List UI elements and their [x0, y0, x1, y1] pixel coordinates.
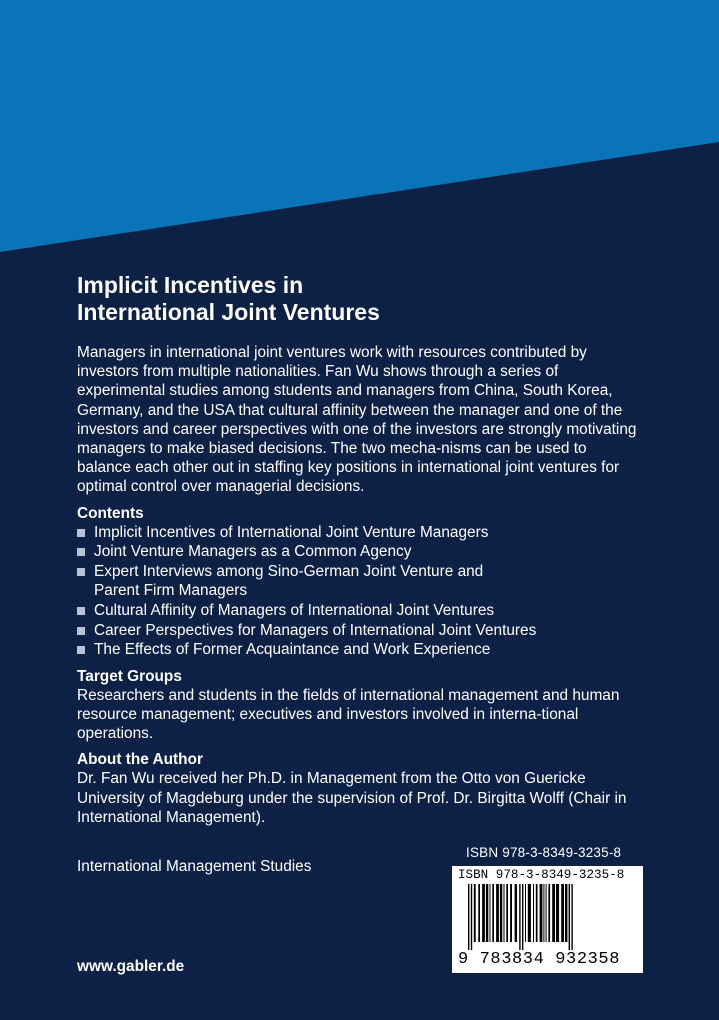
contents-item-text: Implicit Incentives of International Joint Venture Managers: [94, 523, 489, 541]
contents-item-text: The Effects of Former Acquaintance and Work Experience: [94, 641, 491, 659]
contents-list: [77, 523, 637, 660]
target-groups-text: Researchers and students in the fields of international management and human resource management; executives and investors involved in interna-tional operations.: [77, 686, 620, 743]
series-name: International Management Studies: [77, 858, 312, 875]
back-cover-text: [77, 272, 637, 827]
square-bullet-icon: [77, 548, 85, 556]
description: Managers in international joint ventures work with resources contributed by investors from multiple nationalities. Fan Wu shows through a series of experimental studies among students and managers from China, South Korea, Germany, and the USA that cultural affinity between the manager and one of the investors and career perspectives with one of the investors are strongly motivating managers to make biased decisions. The two mecha-nisms can be used to balance each other out in staffing key positions in international joint ventures for optimal control over managerial decisions.: [77, 344, 637, 496]
square-bullet-icon: [77, 646, 85, 654]
barcode-bars: [468, 884, 628, 950]
contents-heading: Contents: [77, 504, 144, 522]
target-groups-heading: Target Groups: [77, 667, 182, 685]
isbn-barcode: [452, 866, 643, 973]
publisher-website: www.gabler.de: [77, 958, 185, 975]
list-item: [77, 562, 637, 601]
isbn-label: ISBN 978-3-8349-3235-8: [466, 845, 622, 860]
title-line-1: Implicit Incentives in: [77, 272, 304, 298]
about-author-text: Dr. Fan Wu received her Ph.D. in Management from the Otto von Guericke University of Magdeburg under the supervision of Prof. Dr. Birgitta Wolff (Chair in International Management).: [77, 770, 627, 826]
contents-item-text: Joint Venture Managers as a Common Agency: [94, 543, 412, 561]
contents-item-text: Expert Interviews among Sino-German Joint Venture and Parent Firm Managers: [94, 562, 484, 600]
contents-item-text: Career Perspectives for Managers of International Joint Ventures: [94, 621, 537, 639]
list-item: [77, 621, 637, 641]
book-title: [77, 272, 637, 326]
contents-item-text: Cultural Affinity of Managers of International Joint Ventures: [94, 602, 495, 619]
top-color-band: [0, 0, 719, 260]
square-bullet-icon: [77, 529, 85, 537]
list-item: [77, 640, 637, 660]
square-bullet-icon: [77, 568, 85, 576]
list-item: [77, 542, 637, 562]
title-line-2: International Joint Ventures: [77, 299, 380, 325]
barcode-digits: 9 783834 932358: [458, 950, 621, 969]
list-item: [77, 601, 637, 621]
barcode-isbn-text: ISBN 978-3-8349-3235-8: [458, 868, 625, 882]
about-author-heading: About the Author: [77, 751, 203, 769]
square-bullet-icon: [77, 627, 85, 635]
square-bullet-icon: [77, 607, 85, 615]
list-item: [77, 523, 637, 543]
